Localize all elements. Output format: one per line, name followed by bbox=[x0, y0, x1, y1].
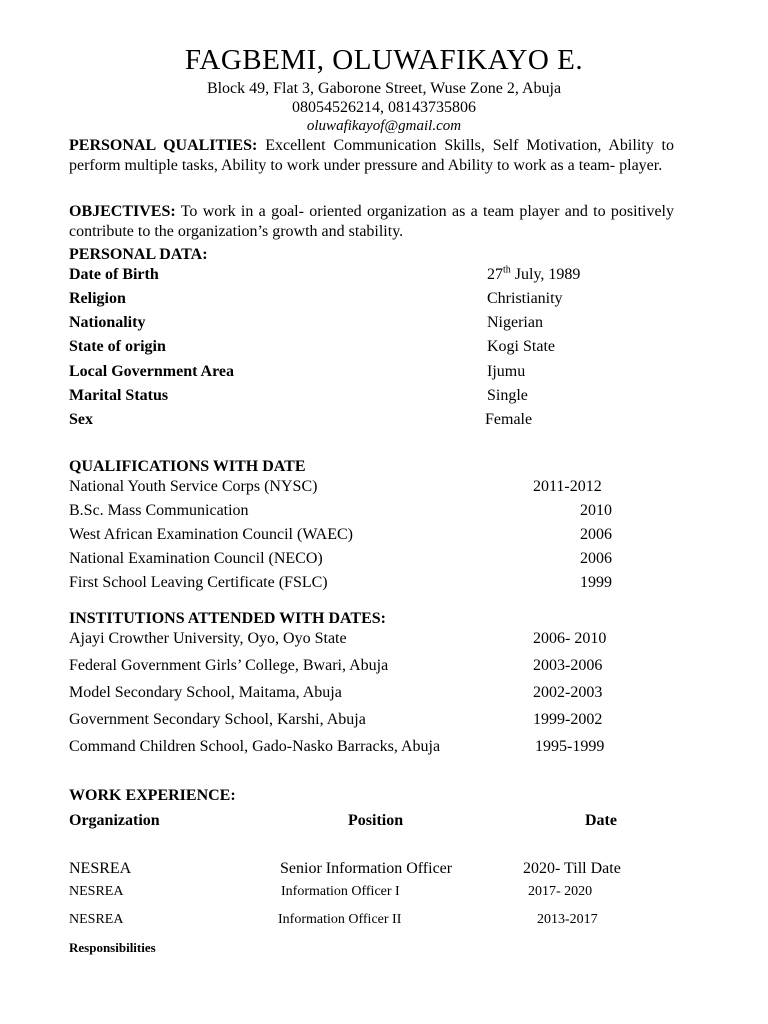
institution-row bbox=[0, 738, 768, 760]
qualification-row bbox=[0, 502, 768, 524]
institution-row bbox=[0, 630, 768, 652]
qualification-name: First School Leaving Certificate (FSLC) bbox=[69, 574, 328, 591]
qualification-name: West African Examination Council (WAEC) bbox=[69, 526, 353, 543]
objectives-paragraph bbox=[69, 202, 674, 242]
column-header-position: Position bbox=[348, 812, 404, 829]
institution-date: 1995-1999 bbox=[535, 738, 605, 755]
work-experience-heading: WORK EXPERIENCE: bbox=[69, 787, 236, 804]
personal-data-value: Ijumu bbox=[487, 363, 526, 380]
objectives-text: To work in a goal- oriented organization as a team player and to positively contribute to the organization’s growth and stability. bbox=[69, 203, 675, 240]
personal-data-value: Nigerian bbox=[487, 314, 543, 331]
qualification-row bbox=[0, 550, 768, 572]
phone-numbers: 08054526214, 08143735806 bbox=[292, 99, 476, 116]
work-organization: NESREA bbox=[69, 912, 124, 927]
personal-data-row bbox=[0, 314, 768, 336]
institution-date: 2006- 2010 bbox=[533, 630, 607, 647]
address: Block 49, Flat 3, Gaborone Street, Wuse Zone 2, Abuja bbox=[206, 80, 562, 97]
personal-data-row bbox=[0, 363, 768, 385]
qualification-date: 2011-2012 bbox=[533, 478, 602, 495]
personal-data-row bbox=[0, 290, 768, 312]
personal-data-label: Religion bbox=[69, 290, 126, 307]
qualification-row bbox=[0, 526, 768, 548]
institution-date: 1999-2002 bbox=[533, 711, 603, 728]
institution-date: 2003-2006 bbox=[533, 657, 603, 674]
personal-data-label: Sex bbox=[69, 411, 93, 428]
institution-row bbox=[0, 657, 768, 679]
personal-data-value: Kogi State bbox=[487, 338, 555, 355]
personal-data-value: Single bbox=[487, 387, 528, 404]
work-date: 2017- 2020 bbox=[528, 884, 593, 899]
qualification-date: 2006 bbox=[580, 526, 612, 543]
personal-data-label: Local Government Area bbox=[69, 363, 235, 380]
qualification-date: 2006 bbox=[580, 550, 612, 567]
qualification-date: 2010 bbox=[580, 502, 612, 519]
work-date: 2020- Till Date bbox=[523, 860, 621, 877]
institution-name: Model Secondary School, Maitama, Abuja bbox=[69, 684, 342, 701]
personal-data-heading: PERSONAL DATA: bbox=[69, 246, 208, 263]
qualification-name: National Examination Council (NECO) bbox=[69, 550, 323, 567]
personal-data-label: State of origin bbox=[69, 338, 166, 355]
personal-qualities-paragraph bbox=[69, 136, 674, 176]
qualification-name: B.Sc. Mass Communication bbox=[69, 502, 249, 519]
date-of-birth-value: 27th July, 1989 bbox=[487, 264, 581, 283]
personal-data-row bbox=[0, 266, 768, 288]
personal-data-value: Christianity bbox=[487, 290, 563, 307]
work-date: 2013-2017 bbox=[537, 912, 598, 927]
column-header-organization: Organization bbox=[69, 812, 160, 829]
institution-date: 2002-2003 bbox=[533, 684, 603, 701]
institutions-heading: INSTITUTIONS ATTENDED WITH DATES: bbox=[69, 610, 386, 627]
institution-row bbox=[0, 711, 768, 733]
work-position: Senior Information Officer bbox=[280, 860, 453, 877]
work-position: Information Officer I bbox=[281, 884, 400, 899]
work-organization: NESREA bbox=[69, 860, 132, 877]
institution-name: Command Children School, Gado-Nasko Barracks, Abuja bbox=[69, 738, 441, 755]
work-table-header bbox=[0, 812, 768, 834]
responsibilities-heading: Responsibilities bbox=[69, 940, 156, 955]
personal-data-row bbox=[0, 411, 768, 433]
resume-name: FAGBEMI, OLUWAFIKAYO E. bbox=[184, 44, 584, 76]
work-row bbox=[0, 860, 768, 882]
institution-name: Government Secondary School, Karshi, Abuja bbox=[69, 711, 366, 728]
qualification-date: 1999 bbox=[580, 574, 612, 591]
work-organization: NESREA bbox=[69, 884, 124, 899]
column-header-date: Date bbox=[585, 812, 617, 829]
work-row bbox=[0, 884, 768, 906]
personal-data-row bbox=[0, 387, 768, 409]
qualifications-heading: QUALIFICATIONS WITH DATE bbox=[69, 458, 306, 475]
institution-row bbox=[0, 684, 768, 706]
email-address: oluwafikayof@gmail.com bbox=[306, 118, 462, 134]
personal-data-label: Date of Birth bbox=[69, 266, 159, 283]
personal-data-label: Nationality bbox=[69, 314, 146, 331]
personal-qualities-text: Excellent Communication Skills, Self Motivation, Ability to perform multiple tasks, Ability to work under pressure and Ability to work as a team- player. bbox=[69, 137, 674, 174]
personal-qualities-label: PERSONAL QUALITIES: bbox=[69, 137, 258, 154]
personal-data-row bbox=[0, 338, 768, 360]
qualification-row bbox=[0, 574, 768, 596]
personal-data-label: Marital Status bbox=[69, 387, 169, 404]
qualification-row bbox=[0, 478, 768, 500]
qualification-name: National Youth Service Corps (NYSC) bbox=[69, 478, 318, 495]
institution-name: Ajayi Crowther University, Oyo, Oyo State bbox=[69, 630, 347, 647]
work-row bbox=[0, 912, 768, 934]
objectives-label: OBJECTIVES: bbox=[69, 203, 176, 220]
personal-data-value: Female bbox=[485, 411, 533, 428]
work-position: Information Officer II bbox=[278, 912, 402, 927]
institution-name: Federal Government Girls’ College, Bwari, Abuja bbox=[69, 657, 389, 674]
